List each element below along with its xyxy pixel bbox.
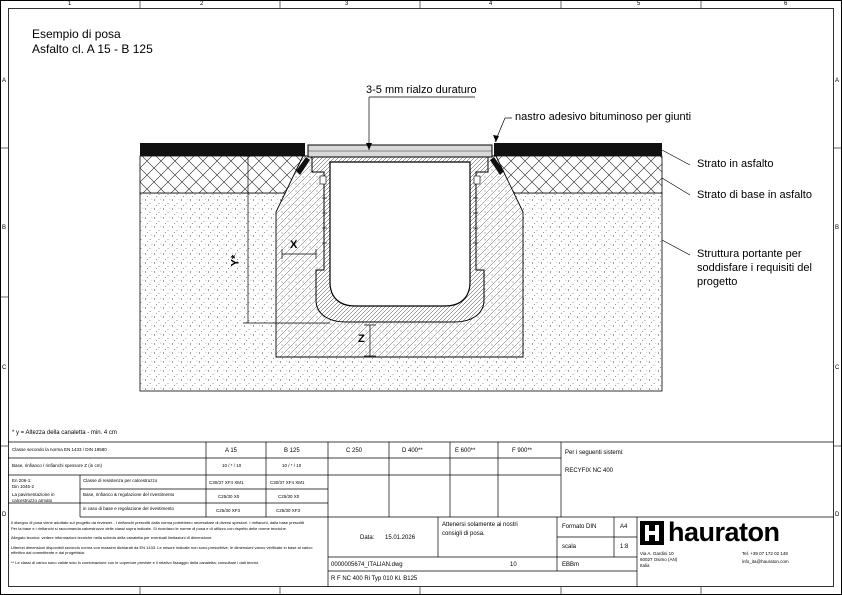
table-header-left: Classe secondo la norma EN 1433 / DIN 19580 — [12, 447, 107, 452]
note-5: ** Le classi di carico sono valide solo in combinazione con le coperture previste e il relativo fissaggio della canaletta; consultare i dati tecnici. — [11, 559, 260, 565]
revision: 10 — [510, 562, 517, 568]
row4-a15: C25/30 XF3 — [216, 508, 241, 513]
email: info_ita@hauraton.com — [742, 559, 789, 564]
format-label: Formato DIN — [562, 524, 597, 530]
sheet-code: EBBm — [562, 562, 580, 568]
company-name: hauraton — [668, 517, 780, 547]
note-4: Ulteriori dimensioni disponibili secondo norma con massimi dichiarati da EN 1433. Le misure indicate non sono prescrittive; le dimensioni vanno verificate in base al carico effettivo dal committente e dal progettista. — [11, 544, 313, 556]
row3-a15: C25/30 X0 — [218, 494, 240, 499]
row-label-c-right: C — [835, 365, 840, 371]
note-1: Il disegno di posa viene adottato sul progetto da reviewer - I rinfianchi prescritti dalla norma potrebbero necessitare di diversi spessori. I rinfianchi, dalla base prescritti — [11, 520, 305, 525]
col-label-4: 4 — [489, 1, 493, 7]
notes-block — [11, 520, 325, 566]
row-label-a-right: A — [835, 78, 840, 84]
annotation-tape: nastro adesivo bituminoso per giunti — [515, 111, 692, 123]
class-f900: F 900** — [512, 448, 533, 454]
row2-a15: C30/37 XF4 XM1 — [209, 480, 244, 485]
class-c250: C 250 — [346, 448, 363, 454]
systems-label: Per i seguenti sistemi: — [565, 450, 624, 456]
row2-label-a: En 206-1: — [12, 478, 32, 483]
row-label-c: C — [2, 365, 7, 371]
date-value: 15.01.2026 — [385, 535, 416, 541]
row-label-b: B — [2, 225, 7, 231]
phone: Tel. +39 07 172 02 148 — [742, 551, 788, 556]
row3-label-b: calcestruzzo armato — [12, 498, 53, 503]
col-label-2: 2 — [200, 1, 204, 7]
class-b125: B 125 — [284, 448, 300, 454]
class-a15: A 15 — [225, 448, 238, 454]
row3-b125: C25/30 X0 — [278, 494, 300, 499]
annotation-base-layer: Strato di base in asfalto — [697, 189, 812, 201]
row3-sub: Base, rinfianco & regolazione del rivestimento — [83, 492, 175, 497]
annotation-structure-3: progetto — [697, 276, 738, 288]
col-label-3: 3 — [345, 1, 349, 7]
row2-sub: Classe di resistenza per calcestruzzo — [83, 478, 158, 483]
address-line-3: Italia — [640, 563, 650, 568]
annotation-riser: 3-5 mm rialzo duraturo — [366, 84, 477, 96]
row2-label-b: Din 1045-2 — [12, 484, 35, 489]
col-label-1: 1 — [68, 1, 72, 7]
advice-line-1: Attenersi solamente ai nostri — [442, 522, 518, 528]
date-label: Data: — [360, 535, 375, 541]
row4-b125: C25/30 XF3 — [276, 508, 301, 513]
row-label-d: D — [2, 512, 7, 518]
scale-value: 1:8 — [620, 544, 629, 550]
system-name: RECYFIX NC 400 — [565, 468, 614, 474]
scale-label: scala — [562, 544, 577, 550]
row-label-a: A — [2, 78, 7, 84]
note-2: Per la base e i rinfianchi si raccomanda calcestruzzo delle classi sopra indicate. Si ricordano le norme di posa e di utilizzo con rispetto delle norme tecniche. — [11, 525, 287, 531]
dimension-z: Z — [358, 333, 365, 345]
note-3: Allegato tecnico: vedere informazioni tecniche nella scheda della canaletta per eventuali limitazioni di dimensione. — [11, 535, 213, 541]
format-value: A4 — [620, 524, 628, 530]
annotation-asphalt-layer: Strato in asfalto — [697, 158, 774, 170]
advice-line-2: consigli di posa. — [442, 531, 485, 537]
footnote: * y = Altezza della canaletta - min. 4 cm — [12, 430, 117, 436]
col-label-5: 5 — [637, 1, 641, 7]
row2-b125: C30/37 XF4 XM1 — [270, 480, 305, 485]
row3-label-a: La pavimentazione in — [12, 492, 55, 497]
row1-a15: 10 / * / 10 — [222, 463, 242, 468]
title-line-1: Esempio di posa — [32, 27, 121, 41]
class-d400: D 400** — [402, 448, 423, 454]
address-line-1: Via A. Gardini 10 — [640, 551, 674, 556]
annotation-structure-2: soddisfare i requisiti del — [697, 262, 812, 274]
row4-sub: in caso di base e regolazione del rivestimento — [83, 506, 175, 511]
col-label-6: 6 — [784, 1, 788, 7]
dimension-x: X — [290, 239, 298, 251]
address-line-2: 60027 Osimo (AN) — [640, 557, 678, 562]
file-name: 0000005674_ITALIAN.dwg — [331, 562, 403, 568]
row-label-b-right: B — [835, 225, 840, 231]
reference-code: R F NC 400 Ri Typ 010 Kl. B125 — [331, 576, 418, 582]
annotation-structure-1: Struttura portante per — [697, 248, 802, 260]
dimension-y: Y* — [229, 254, 242, 267]
row1-b125: 10 / * / 10 — [282, 463, 302, 468]
hauraton-logo-icon — [640, 521, 664, 545]
title-line-2: Asfalto cl. A 15 - B 125 — [32, 42, 153, 56]
row-label-d-right: D — [835, 512, 840, 518]
class-e600: E 600** — [455, 448, 476, 454]
row1-label: Base, rinfianco / rinfianchi spessore Z (in cm) — [12, 463, 103, 468]
